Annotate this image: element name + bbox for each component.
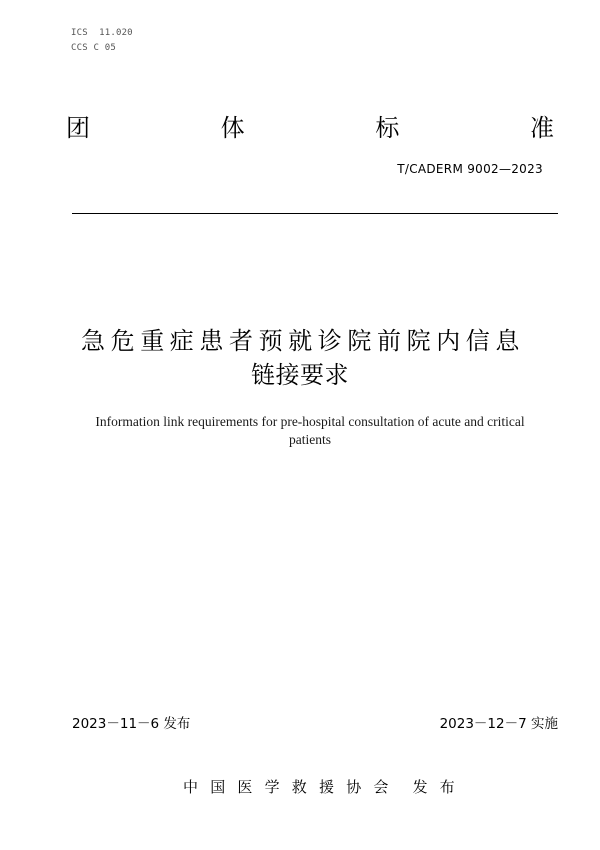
- publisher-organization: 中国医学救援协会: [183, 778, 401, 796]
- standard-code: T/CADERM 9002—2023: [397, 162, 543, 176]
- publisher-line: [183, 777, 467, 797]
- header-divider: [72, 213, 558, 214]
- standard-type-char-3: 标: [375, 114, 400, 142]
- title-cn-line1: 急危重症患者预就诊院前院内信息: [81, 327, 525, 355]
- issue-date: 2023－11－6 发布: [72, 716, 191, 732]
- ccs-code: CCS C 05: [71, 43, 116, 53]
- publisher-action: 发布: [412, 778, 467, 796]
- standard-type-char-1: 团: [66, 114, 90, 142]
- implementation-date: 2023－12－7 实施: [439, 716, 558, 732]
- title-cn-line2: 链接要求: [251, 361, 349, 389]
- title-en-line2: patients: [289, 432, 331, 447]
- standard-type-char-2: 体: [220, 114, 245, 142]
- title-en-line1: Information link requirements for pre-hospital consultation of acute and critical: [95, 414, 525, 429]
- ics-code: ICS 11.020: [71, 28, 133, 38]
- standard-type-heading: [66, 114, 554, 142]
- standard-type-char-4: 准: [529, 114, 554, 142]
